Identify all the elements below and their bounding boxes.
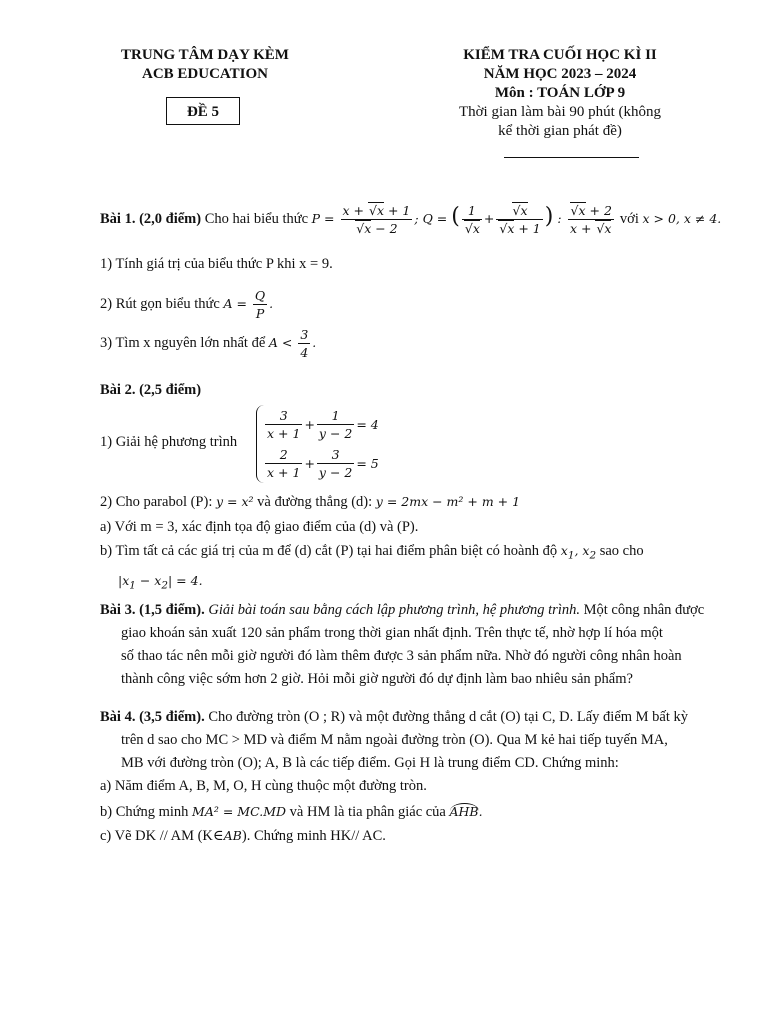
bai1-q2	[100, 287, 273, 322]
bai4-qa: a) Năm điểm A, B, M, O, H cùng thuộc một đường tròn.	[100, 778, 427, 794]
bai2-qb	[100, 543, 644, 562]
formula-AB: AB	[223, 828, 242, 843]
bai2-points: (2,5 điểm)	[139, 382, 202, 398]
bai2-qa: a) Với m = 3, xác định tọa độ giao điểm của (d) và (P).	[100, 519, 419, 535]
exam-title-line-2: NĂM HỌC 2023 – 2024	[483, 66, 637, 82]
bai2-q2-text: 2) Cho parabol (P):	[100, 494, 213, 510]
bai1-q3-text: 3) Tìm x nguyên lớn nhất để	[100, 335, 266, 351]
bai2-q1: 1) Giải hệ phương trình	[100, 434, 238, 450]
bai3-title: Bài 3.	[100, 602, 136, 618]
formula-line: y = 2mx − m² + m + 1	[375, 494, 521, 509]
bai1-q3	[100, 326, 316, 361]
bai4-qb-mid: và HM là tia phân giác của	[289, 804, 446, 820]
bai3-line-3: số thao tác nên mỗi giờ người đó làm thêm được 3 sản phẩm nữa. Nhờ đó người công nhân hoàn	[121, 648, 682, 664]
school-line-2: ACB EDUCATION	[142, 66, 268, 82]
exam-title	[440, 46, 680, 141]
bai1-q2-text: 2) Rút gọn biểu thức	[100, 296, 220, 312]
bai3-text-1: Một công nhân được	[583, 602, 705, 618]
exam-title-line-1: KIỂM TRA CUỐI HỌC KÌ II	[463, 47, 657, 63]
bai1-statement	[100, 202, 721, 237]
header-divider	[504, 157, 639, 158]
bai1-points: (2,0 điểm)	[139, 211, 202, 227]
bai3-line-4: thành công việc sớm hơn 2 giờ. Hỏi mỗi giờ người đó dự định làm bao nhiêu sản phẩm?	[121, 671, 633, 687]
bai1-title: Bài 1.	[100, 211, 136, 227]
formula-A-lt: A < $\frac{3}{4}$ .	[268, 327, 317, 360]
bai3-instruction: Giải bài toán sau bằng cách lập phương trình, hệ phương trình.	[208, 602, 580, 618]
school-name	[100, 46, 310, 84]
formula-parabola: y = x²	[215, 494, 254, 509]
formula-ma2: MA² = MC.MD	[192, 804, 287, 819]
bai2-qb-text: b) Tìm tất cả các giá trị của m để (d) cắt (P) tại hai điểm phân biệt có hoành độ	[100, 543, 558, 559]
bai2-q2	[100, 494, 520, 511]
formula-A: A = $\frac{Q}{P}$ .	[223, 288, 274, 321]
bai4-qc-post: ). Chứng minh HK// AC.	[241, 828, 386, 844]
bai4-text-1: Cho đường tròn (O ; R) và một đường thẳng d cắt (O) tại C, D. Lấy điểm M bất kỳ	[208, 709, 689, 725]
bai4-qb: b) Chứng minh MA² = MC.MD và HM là tia phân giác của AHB.	[100, 804, 483, 820]
bai4-line-3: MB với đường tròn (O); A, B là các tiếp điểm. Gọi H là trung điểm CD. Chứng minh:	[121, 755, 619, 771]
bai3-line-2: giao khoán sản xuất 120 sản phẩm trong thời gian nhất định. Trên thực tế, nhờ hợp lí hóa một	[121, 625, 663, 641]
formula-P: P = x + √ x + 1 √ x − 2 ; Q = ( 1 √ x + √ x √ x + 1 ) : √ $\frac{x + 2}{x + √ x}$	[312, 211, 620, 226]
bai1-q1: 1) Tính giá trị của biểu thức P khi x = 9.	[100, 256, 333, 272]
bai4-line-2: trên d sao cho MC > MD và điểm M nằm ngoài đường tròn (O). Qua M kẻ hai tiếp tuyến MA,	[121, 732, 668, 748]
formula-x1x2: $x_1$, $x_2$	[560, 543, 597, 562]
equation-system: $\frac{3}{x + 1}$ + $\frac{1}{y - 2}$ = 4 $\frac{2}{x + 1}$ + $\frac{3}{y - 2}$ = 5	[256, 405, 379, 483]
exam-subject: Môn : TOÁN LỚP 9	[494, 85, 626, 101]
exam-code-box: ĐỀ 5	[166, 97, 240, 125]
bai4-qc	[100, 824, 386, 848]
bai2-q2-mid: và đường thẳng (d):	[257, 494, 373, 510]
bai2-title: Bài 2.	[100, 382, 136, 398]
bai4-points: (3,5 điểm).	[139, 709, 205, 725]
bai4-title: Bài 4.	[100, 709, 136, 725]
bai3-line-1	[100, 599, 704, 622]
bai4-qb-pre: b) Chứng minh	[100, 804, 189, 820]
formula-abs-diff: $|x_1 - x_2| = 4$.	[118, 573, 203, 592]
bai2-qb-end: sao cho	[599, 543, 644, 559]
formula-angle-AHB: AHB	[449, 804, 479, 819]
exam-time-line-1: Thời gian làm bài 90 phút (không	[458, 104, 662, 120]
bai2-title-line	[100, 382, 201, 399]
exam-time-line-2: kể thời gian phát đề)	[498, 123, 622, 139]
bai3-points: (1,5 điểm).	[139, 602, 205, 618]
bai1-intro: Cho hai biểu thức	[204, 211, 309, 227]
bai4-line-1	[100, 706, 688, 729]
bai1-with: với	[619, 211, 639, 227]
school-line-1: TRUNG TÂM DẠY KÈM	[121, 47, 289, 63]
bai1-condition: x > 0, x ≠ 4.	[642, 211, 722, 226]
bai4-qc-pre: c) Vẽ DK // AM (K∈	[100, 828, 224, 844]
